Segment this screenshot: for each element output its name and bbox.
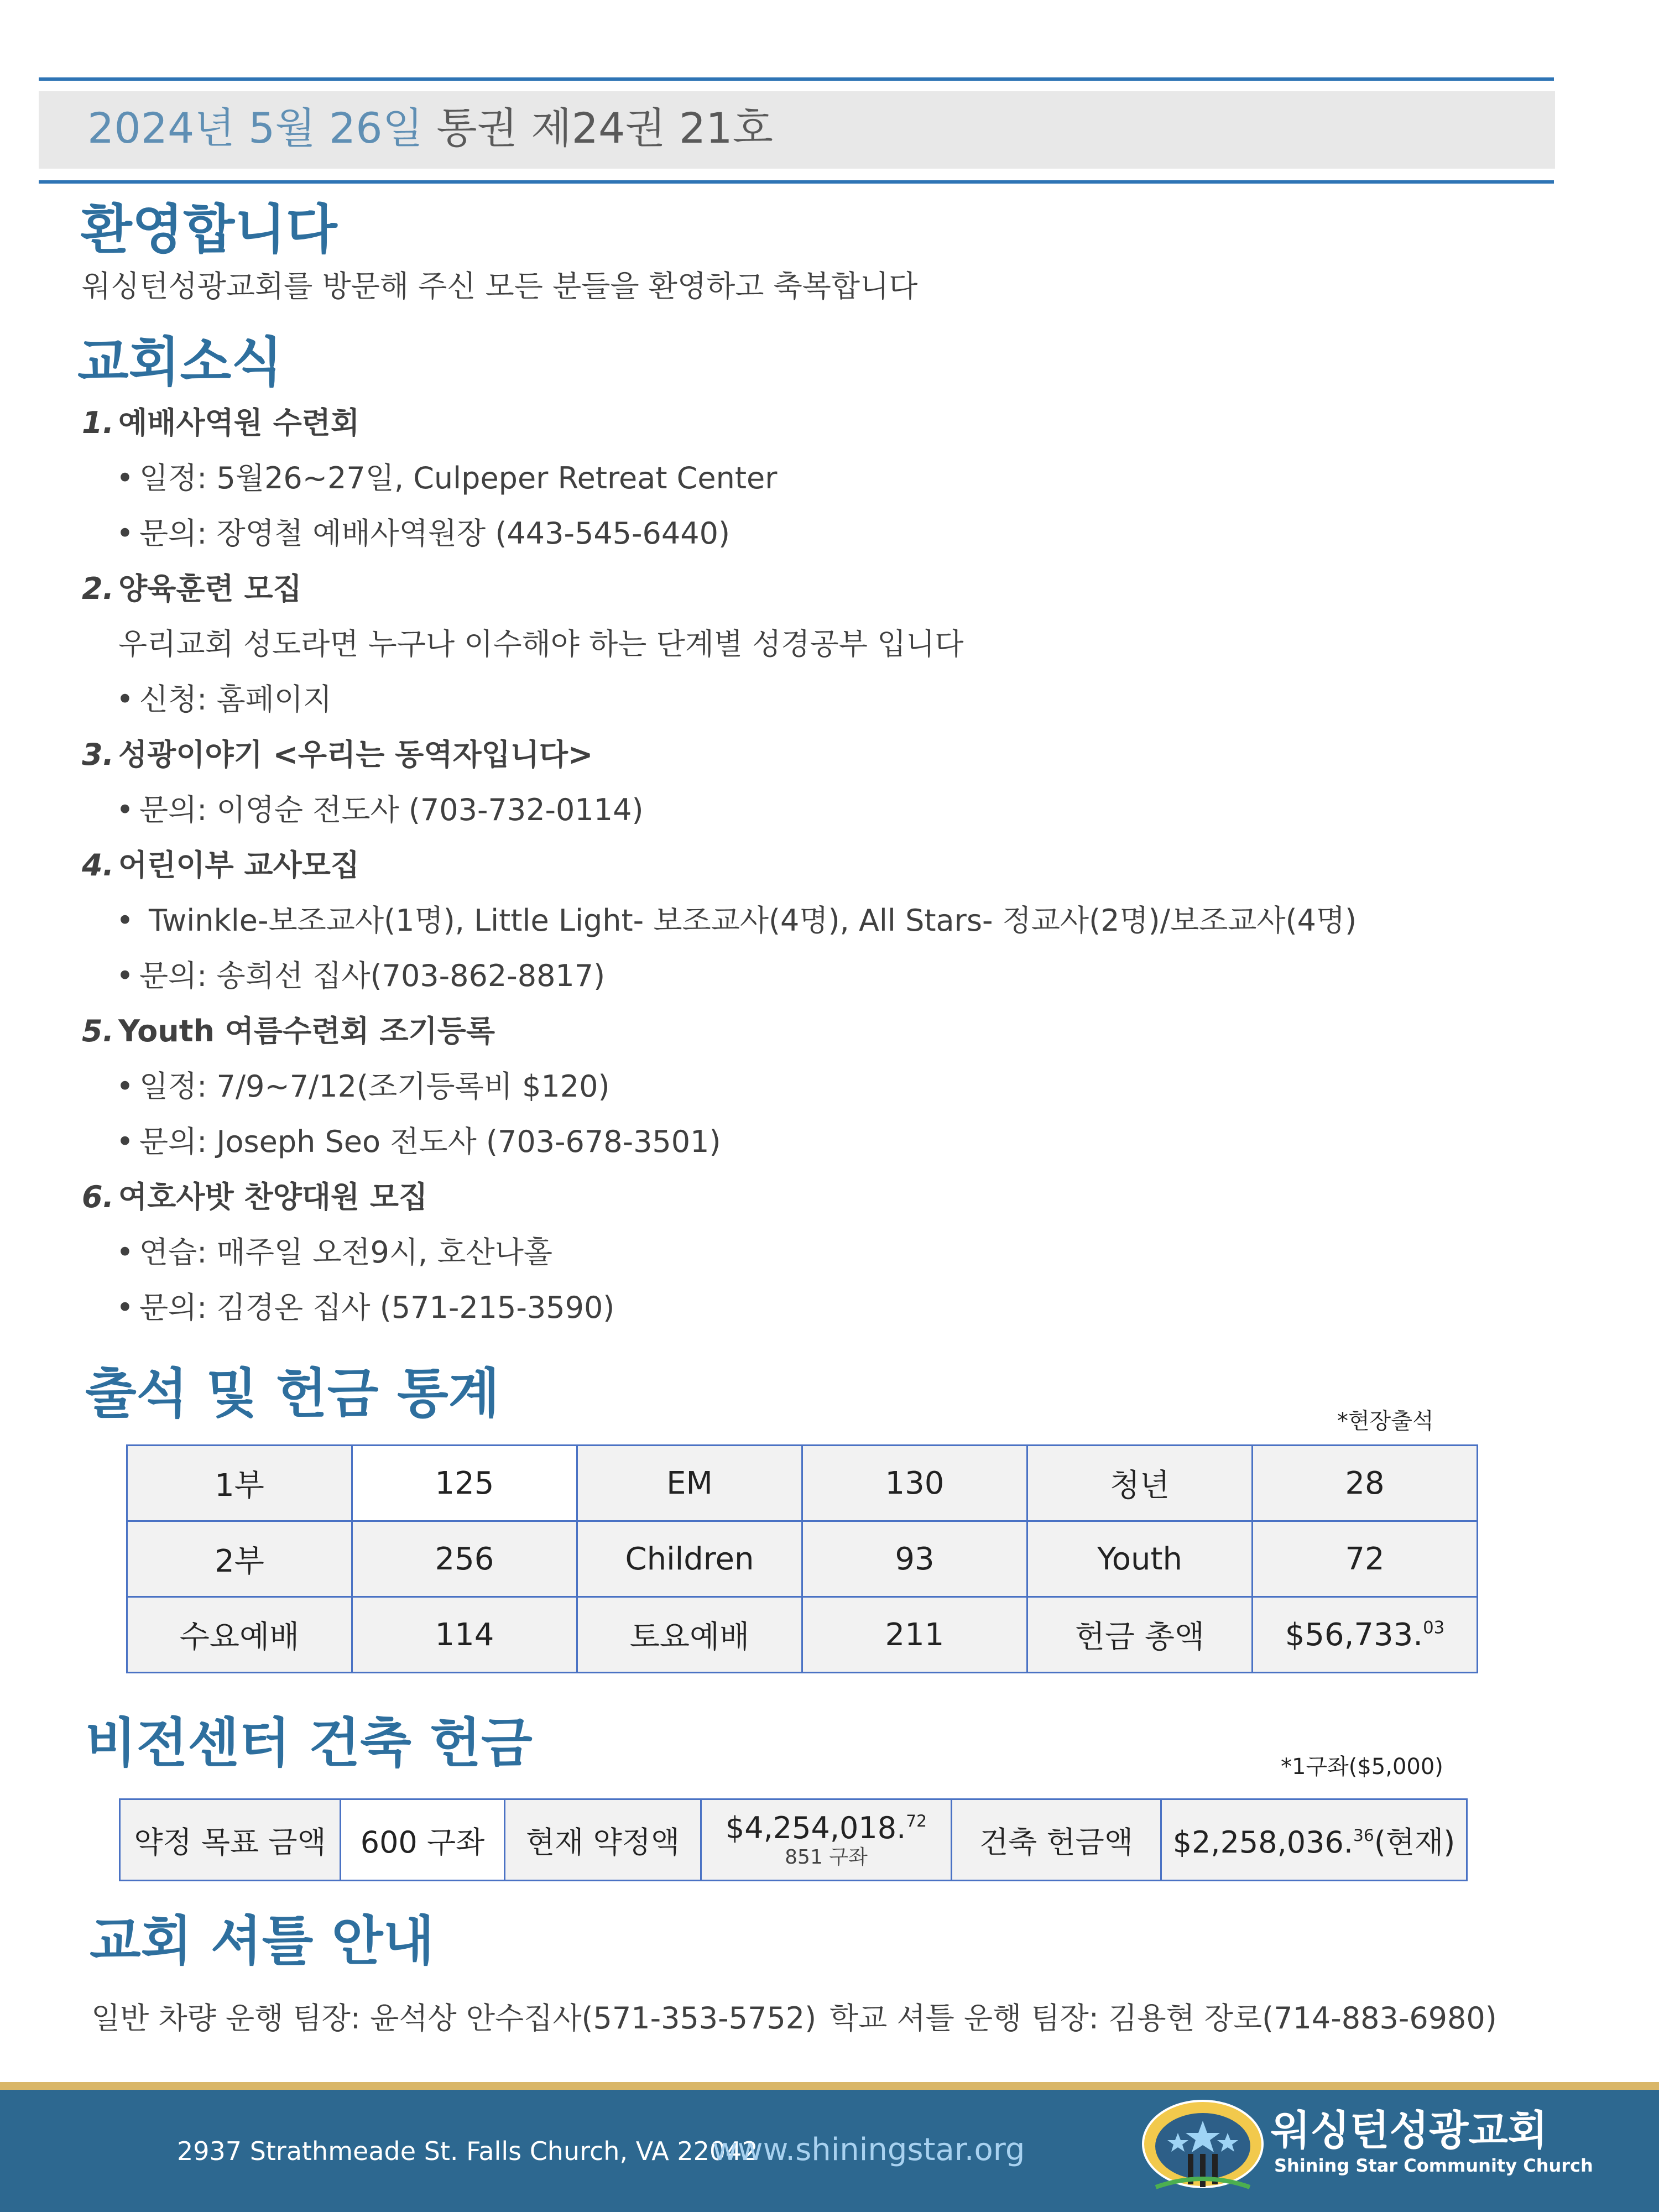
- top-rule: [39, 77, 1554, 81]
- offering-total: $56,733.03: [1253, 1597, 1478, 1673]
- footer-website-link[interactable]: www.shiningstar.org: [712, 2132, 1025, 2168]
- table-row: [120, 1799, 1467, 1881]
- news-item-5-line-1: • 일정: 7/9~7/12(조기등록비 $120): [116, 1067, 610, 1106]
- bottom-rule: [39, 180, 1554, 184]
- issue-date: 2024년 5월 26일: [87, 103, 424, 153]
- church-logo-icon: [1139, 2099, 1266, 2195]
- stats-label: Children: [577, 1521, 802, 1597]
- vision-goal-value: 600 구좌: [341, 1799, 505, 1881]
- table-row: [127, 1446, 1478, 1521]
- news-item-4: 4. 어린이부 교사모집: [82, 848, 360, 883]
- stats-value: 125: [352, 1446, 577, 1521]
- news-item-6: 6. 여호사밧 찬양대원 모집: [82, 1180, 428, 1214]
- news-item-2-text: 우리교회 성도라면 누구나 이수해야 하는 단계별 성경공부 입니다: [118, 627, 964, 661]
- vision-building-value: $2,258,036.36(현재): [1161, 1799, 1467, 1881]
- news-item-3: 3. 성광이야기 <우리는 동역자입니다>: [82, 737, 593, 772]
- stats-label: 수요예배: [127, 1597, 352, 1673]
- footer-church-name-en: Shining Star Community Church: [1274, 2155, 1593, 2176]
- vision-pledged-units: 851 구좌: [785, 1845, 868, 1869]
- vision-pledged-value: $4,254,018.72 851 구좌: [701, 1799, 952, 1881]
- stats-note: *현장출석: [1337, 1408, 1434, 1434]
- news-item-2-line-1: • 신청: 홈페이지: [116, 680, 332, 719]
- news-item-1-line-2: • 문의: 장영철 예배사역원장 (443-545-6440): [116, 514, 730, 553]
- stats-value: 72: [1253, 1521, 1478, 1597]
- vision-table: [119, 1798, 1468, 1881]
- vision-title: 비전센터 건축 헌금: [85, 1712, 533, 1774]
- stats-value: 256: [352, 1521, 577, 1597]
- stats-value: 211: [802, 1597, 1027, 1673]
- news-item-5: 5. Youth 여름수련회 조기등록: [82, 1014, 495, 1048]
- issue-volume: 통권 제24권 21호: [436, 103, 774, 153]
- table-row: [127, 1521, 1478, 1597]
- stats-label: 1부: [127, 1446, 352, 1521]
- news-item-2: 2. 양육훈련 모집: [82, 571, 302, 606]
- issue-info: [87, 101, 773, 156]
- vision-pledged-label: 현재 약정액: [505, 1799, 701, 1881]
- stats-value: 130: [802, 1446, 1027, 1521]
- shuttle-title: 교회 셔틀 안내: [90, 1910, 435, 1972]
- stats-value: 114: [352, 1597, 577, 1673]
- welcome-text: 워싱턴성광교회를 방문해 주신 모든 분들을 환영하고 축복합니다: [82, 269, 918, 304]
- stats-value: 28: [1253, 1446, 1478, 1521]
- footer-church-name: 워싱턴성광교회: [1271, 2107, 1548, 2154]
- news-item-6-line-1: • 연습: 매주일 오전9시, 호산나홀: [116, 1233, 552, 1272]
- footer-address: 2937 Strathmeade St. Falls Church, VA 22042: [177, 2136, 758, 2166]
- stats-value: 93: [802, 1521, 1027, 1597]
- vision-goal-label: 약정 목표 금액: [120, 1799, 341, 1881]
- welcome-title: 환영합니다: [81, 199, 337, 260]
- vision-building-label: 건축 헌금액: [952, 1799, 1161, 1881]
- stats-label: 헌금 총액: [1027, 1597, 1253, 1673]
- shuttle-general: 일반 차량 운행 팀장: 윤석상 안수집사(571-353-5752): [91, 2001, 817, 2036]
- shuttle-school: 학교 셔틀 운행 팀장: 김용현 장로(714-883-6980): [830, 2001, 1497, 2036]
- news-item-4-line-1: • Twinkle-보조교사(1명), Little Light- 보조교사(4명), All Stars- 정교사(2명)/보조교사(4명): [116, 901, 1357, 940]
- stats-label: Youth: [1027, 1521, 1253, 1597]
- stats-label: 청년: [1027, 1446, 1253, 1521]
- table-row: [127, 1597, 1478, 1673]
- news-item-1-line-1: • 일정: 5월26~27일, Culpeper Retreat Center: [116, 459, 777, 498]
- news-item-5-line-2: • 문의: Joseph Seo 전도사 (703-678-3501): [116, 1123, 721, 1161]
- stats-table: [126, 1444, 1478, 1673]
- stats-label: 2부: [127, 1521, 352, 1597]
- news-item-1: 1. 예배사역원 수련회: [82, 405, 360, 440]
- stats-label: EM: [577, 1446, 802, 1521]
- news-item-3-line-1: • 문의: 이영순 전도사 (703-732-0114): [116, 791, 644, 830]
- news-title: 교회소식: [77, 331, 283, 393]
- news-item-4-line-2: • 문의: 송희선 집사(703-862-8817): [116, 957, 605, 995]
- vision-note: *1구좌($5,000): [1281, 1754, 1443, 1780]
- stats-label: 토요예배: [577, 1597, 802, 1673]
- news-item-6-line-2: • 문의: 김경온 집사 (571-215-3590): [116, 1288, 614, 1327]
- footer-accent-bar: [0, 2082, 1659, 2090]
- stats-title: 출석 및 헌금 통계: [85, 1363, 500, 1425]
